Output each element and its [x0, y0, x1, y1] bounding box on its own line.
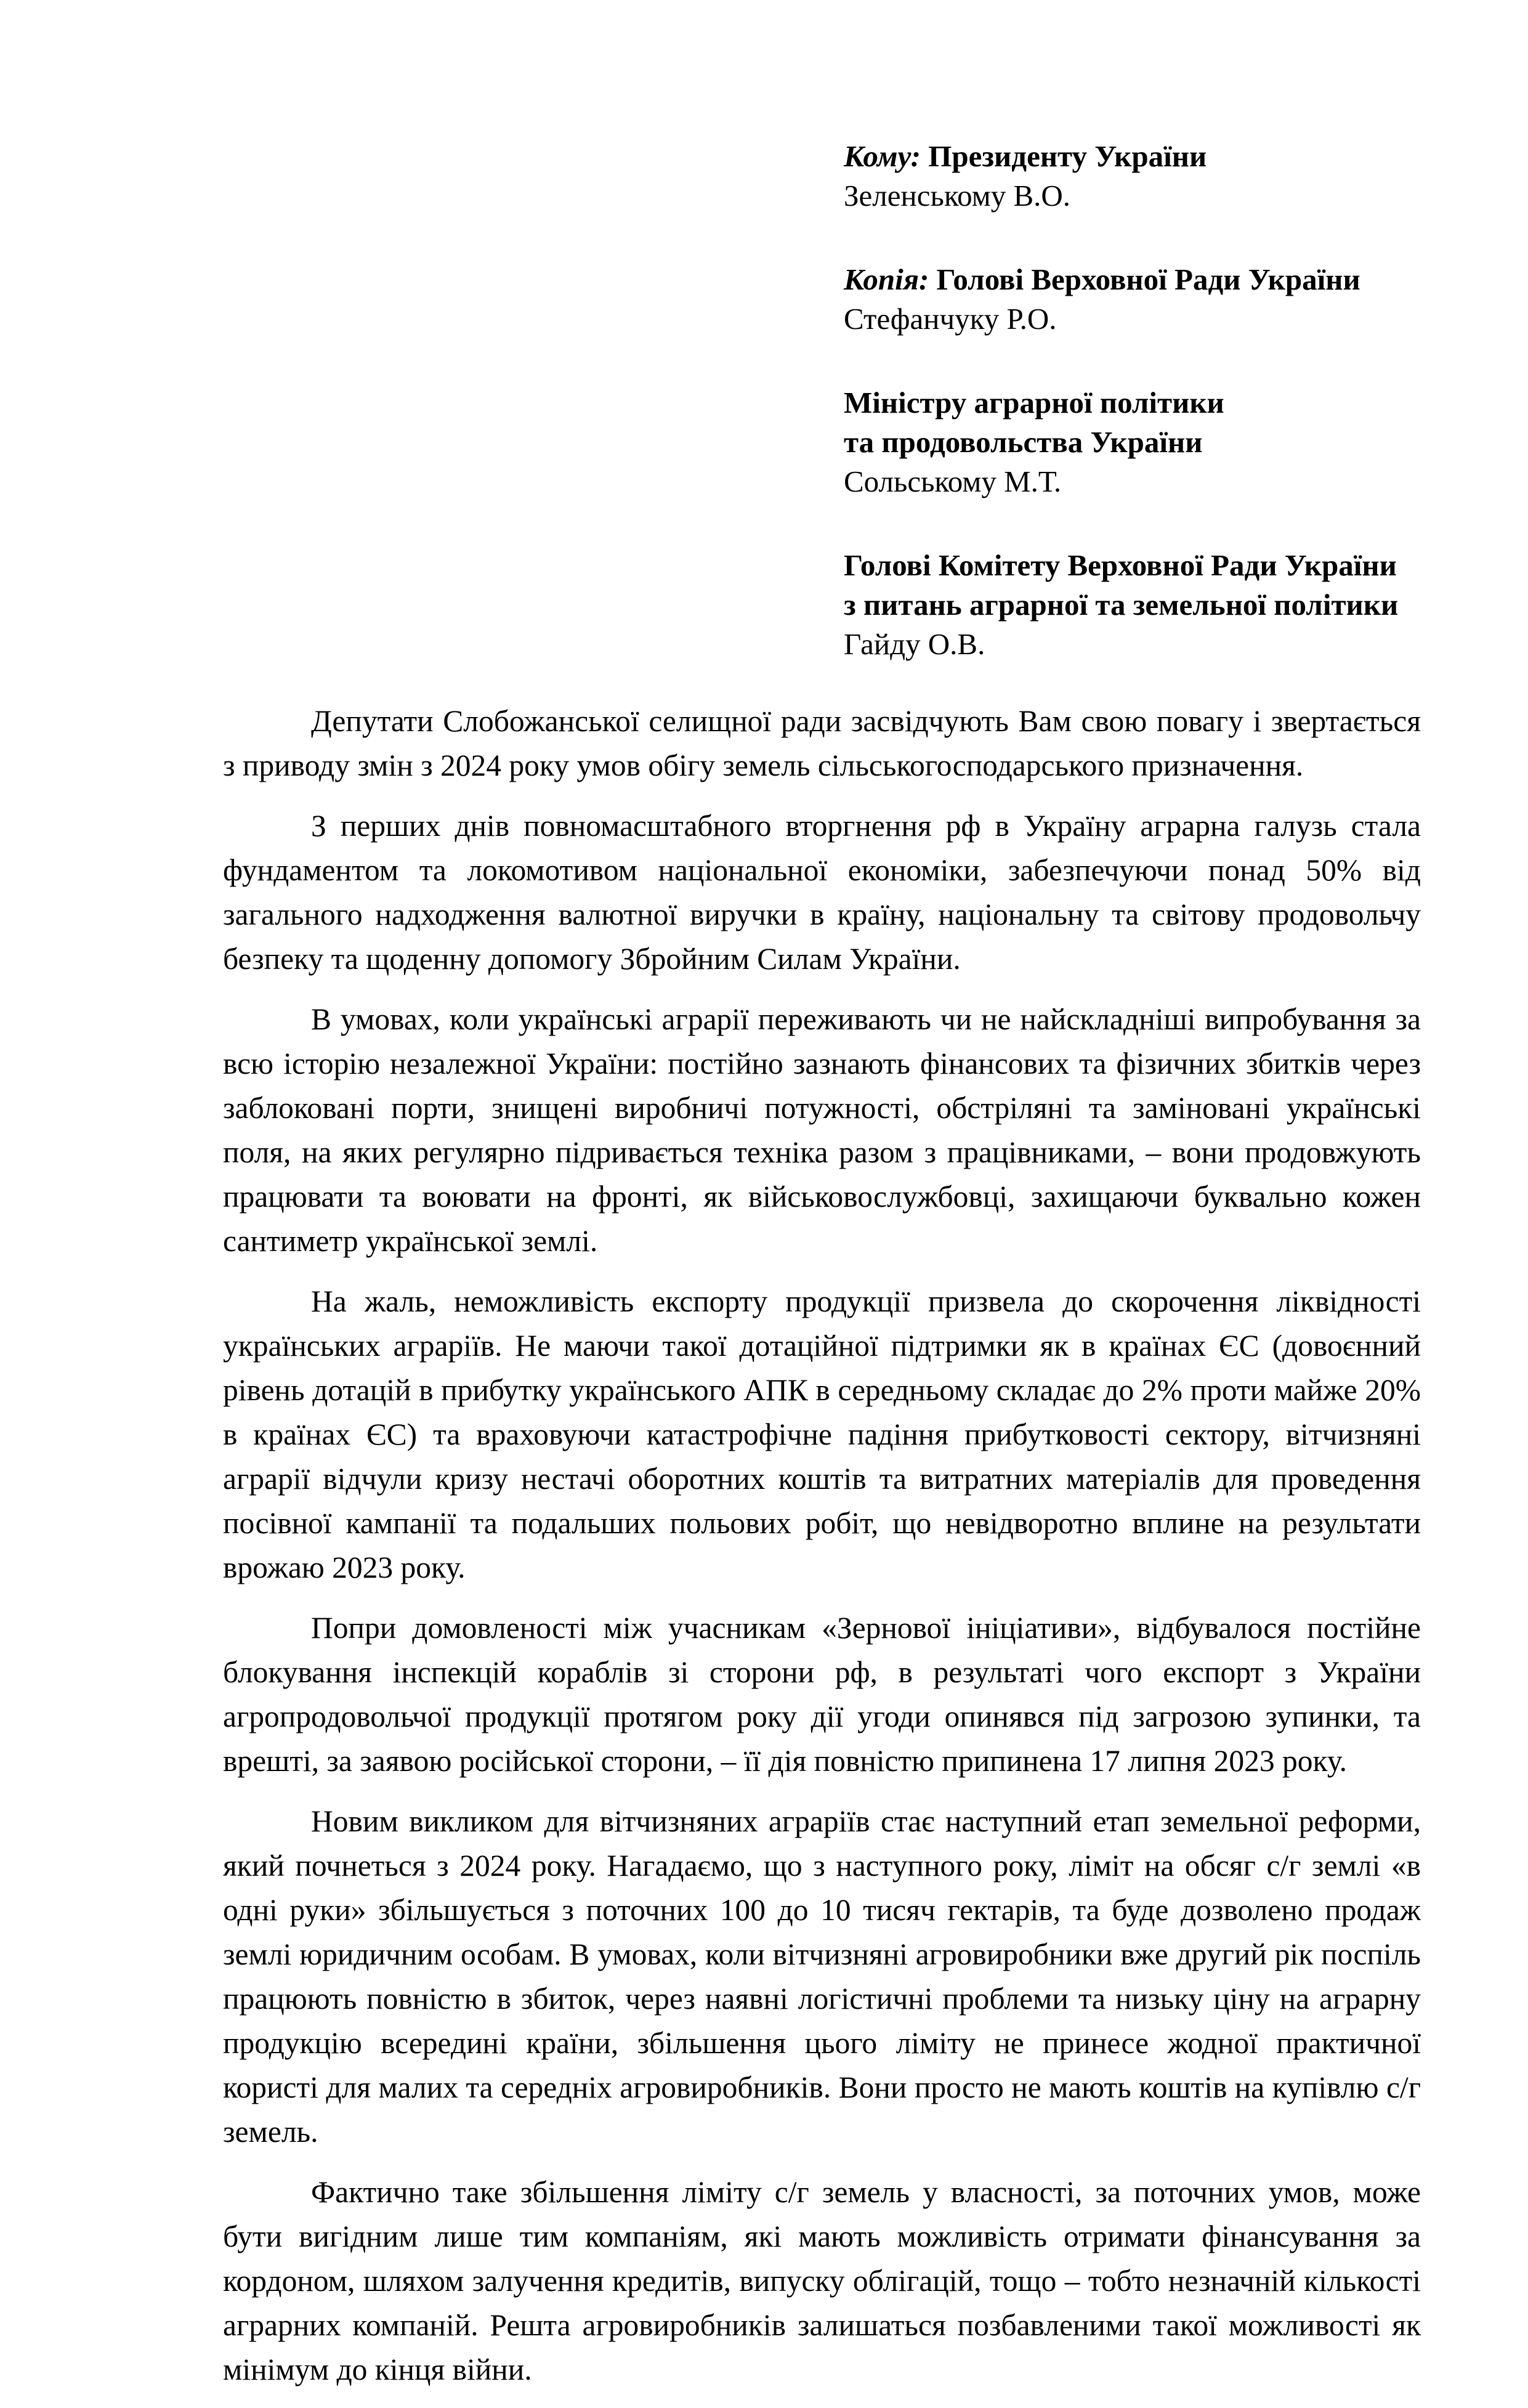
- addressee-agrarian-minister: [844, 383, 1460, 501]
- addressee-label-to: Кому:: [844, 139, 921, 173]
- addressee-committee-head: [844, 546, 1460, 664]
- body-paragraph-7: Фактично таке збільшення ліміту с/г земель у власності, за поточних умов, може бути вигідним лише тим компаніям, які мають можливість отримати фінансування за кордоном, шляхом залучення кредитів, випуску облігацій, тощо – тобто незначній кількості аграрних компаній. Решта агровиробників залишаться позбавленими такої можливості як мінімум до кінця війни.: [223, 2175, 1421, 2386]
- addressee-name: Сольському М.Т.: [844, 464, 1062, 498]
- body-paragraph-2: З перших днів повномасштабного вторгнення рф в Україну аграрна галузь стала фундаментом та локомотивом національної економіки, забезпечуючи понад 50% від загального надходження валютної виручки в країну, національну та світову продовольчу безпеку та щоденну допомогу Збройним Силам України.: [223, 809, 1421, 976]
- addressee-title-line-1: Міністру аграрної політики: [844, 386, 1224, 420]
- addressee-title-text: Голові Верховної Ради України: [929, 262, 1360, 296]
- addressee-title: [844, 137, 1460, 176]
- body-paragraph-6: Новим викликом для вітчизняних аграріїв стає наступний етап земельної реформи, який почнеться з 2024 року. Нагадаємо, що з наступного року, ліміт на обсяг с/г землі «в одні руки» збільшується з поточних 100 до 10 тисяч гектарів, та буде дозволено продаж землі юридичним особам. В умовах, коли вітчизняні агровиробники вже другий рік поспіль працюють повністю в збиток, через наявні логістичні проблеми та низьку ціну на аграрну продукцію всередині країни, збільшення цього ліміту не принесе жодної практичної користі для малих та середніх агровиробників. Вони просто не мають коштів на купівлю с/г земель.: [223, 1804, 1421, 2149]
- addressee-title-line-2: та продовольства України: [844, 425, 1203, 459]
- addressee-parliament-chair: [844, 260, 1460, 339]
- body-paragraph-5: Попри домовленості між учасникам «Зернової ініціативи», відбувалося постійне блокування інспекцій кораблів зі сторони рф, в результаті чого експорт з України агропродовольчої продукції протягом року дії угоди опинявся під загрозою зупинки, та врешті, за заявою російської сторони, – її дія повністю припинена 17 липня 2023 року.: [223, 1611, 1421, 1778]
- addressee-block: [844, 137, 1460, 708]
- body-paragraph-1: Депутати Слобожанської селищної ради засвідчують Вам свою повагу і звертається з приводу змін з 2024 року умов обігу земель сільськогосподарського призначення.: [223, 704, 1421, 782]
- letter-body: [223, 699, 1421, 2408]
- addressee-name: Зеленському В.О.: [844, 179, 1071, 213]
- addressee-president: [844, 137, 1460, 216]
- body-paragraph-3: В умовах, коли українські аграрії переживають чи не найскладніші випробування за всю історію незалежної України: постійно зазнають фінансових та фізичних збитків через заблоковані порти, знищені виробничі потужності, обстріляні та заміновані українські поля, на яких регулярно підривається техніка разом з працівниками, – вони продовжують працювати та воювати на фронті, як військовослужбовці, захищаючи буквально кожен сантиметр української землі.: [223, 1002, 1421, 1258]
- addressee-name: Гайду О.В.: [844, 627, 985, 661]
- body-paragraph-4: На жаль, неможливість експорту продукції призвела до скорочення ліквідності українських аграріїв. Не маючи такої дотаційної підтримки як в країнах ЄС (довоєнний рівень дотацій в прибутку українського АПК в середньому складає до 2% проти майже 20% в країнах ЄС) та враховуючи катастрофічне падіння прибутковості сектору, вітчизняні аграрії відчули кризу нестачі оборотних коштів та витратних матеріалів для проведення посівної кампанії та подальших польових робіт, що невідворотно вплине на результати врожаю 2023 року.: [223, 1284, 1421, 1584]
- addressee-title-line-1: Голові Комітету Верховної Ради України: [844, 548, 1397, 582]
- addressee-title: [844, 260, 1460, 299]
- addressee-title-text: Президенту України: [921, 139, 1207, 173]
- addressee-title-line-2: з питань аграрної та земельної політики: [844, 588, 1399, 622]
- addressee-label-copy: Копія:: [844, 262, 929, 296]
- addressee-name: Стефанчуку Р.О.: [844, 302, 1057, 336]
